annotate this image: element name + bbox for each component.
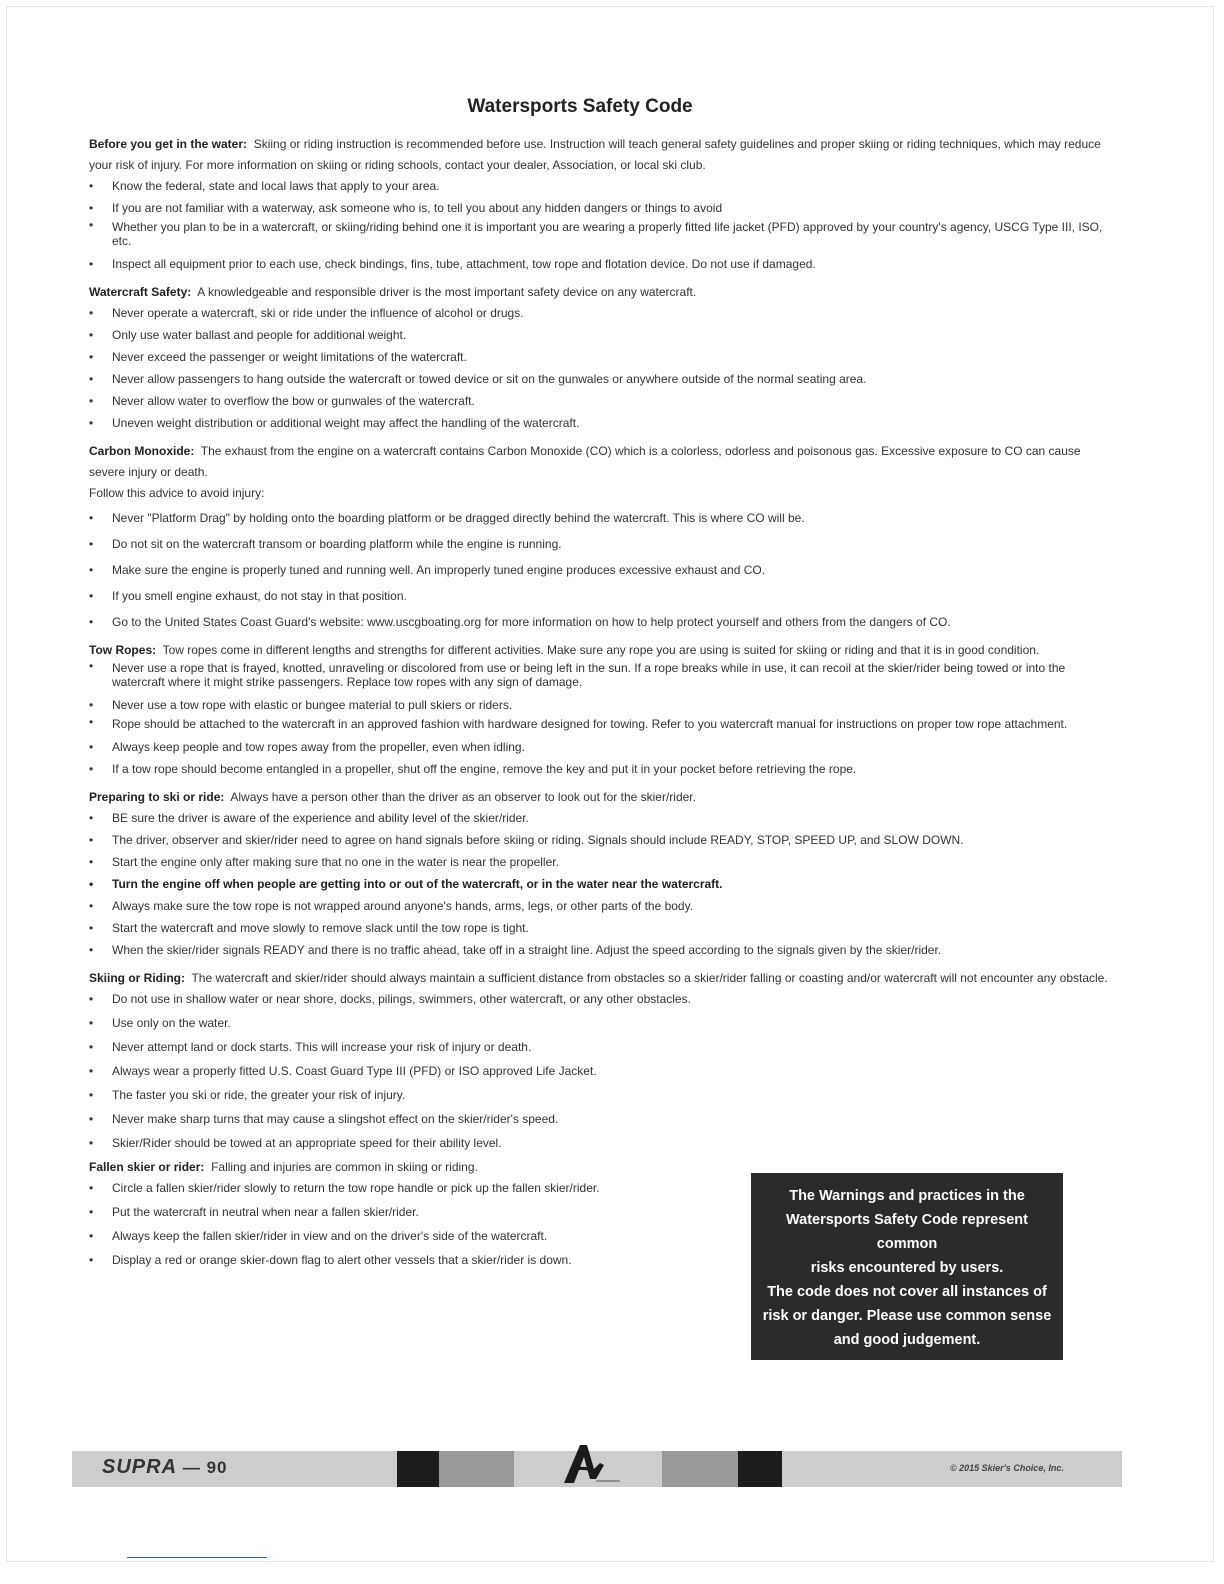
list-item [89, 830, 1109, 850]
list-item-text: Start the watercraft and move slowly to remove slack until the tow rope is tight. [112, 921, 529, 935]
section-intro-2: Follow this advice to avoid injury: [89, 486, 265, 500]
document-body [89, 134, 1109, 1278]
list-item [89, 1178, 752, 1198]
notice-line: risks encountered by users. [810, 1260, 1004, 1276]
section-heading: Fallen skier or rider: [89, 1160, 205, 1174]
bullet-icon: • [89, 563, 94, 577]
section-intro-text: Always have a person other than the driver as an observer to look out for the skier/rider. [230, 790, 696, 804]
list-item-text: Turn the engine off when people are getting into or out of the watercraft, or in the water near the watercraft. [112, 877, 723, 891]
list-item [89, 695, 1109, 715]
bullet-icon: • [89, 1064, 94, 1078]
list-item-text: Never attempt land or dock starts. This will increase your risk of injury or death. [112, 1040, 532, 1054]
list-item-text: Never allow passengers to hang outside the watercraft or towed device or sit on the gunwales or anywhere outside of the normal seating area. [112, 372, 867, 386]
notice-line: The Warnings and practices in the [789, 1188, 1025, 1204]
list-item [89, 303, 1109, 323]
section-heading: Watercraft Safety: [89, 285, 192, 299]
section-carbon-monoxide [89, 441, 1109, 632]
list-item-text: Go to the United States Coast Guard's website: www.uscgboating.org for more information on how to help protect yourself and others from the dangers of CO. [112, 615, 951, 629]
section-intro-text: The watercraft and skier/rider should always maintain a sufficient distance from obstacles so a skier/rider falling or coasting and/or watercraft will not encounter any obstacle. [191, 971, 1108, 985]
bullet-icon: • [89, 1112, 94, 1126]
bullet-icon: • [89, 1205, 94, 1219]
list-item [89, 717, 1109, 731]
bullet-list [89, 508, 1109, 632]
list-item-text: Always keep the fallen skier/rider in view and on the driver's side of the watercraft. [112, 1229, 548, 1243]
list-item [89, 1202, 752, 1222]
list-item [89, 896, 1109, 916]
list-item-text: Never use a tow rope with elastic or bungee material to pull skiers or riders. [112, 698, 513, 712]
list-item-text: Skier/Rider should be towed at an appropriate speed for their ability level. [112, 1136, 502, 1150]
list-item [89, 1013, 752, 1033]
bullet-icon: • [89, 740, 94, 754]
list-item [89, 759, 1109, 779]
section-before-water [89, 134, 1109, 274]
list-item-text: Rope should be attached to the watercraft in an approved fashion with hardware designed for towing. Refer to you watercraft manual for instructions on proper tow rope attachment. [112, 717, 1068, 731]
list-item-text: The faster you ski or ride, the greater your risk of injury. [112, 1088, 406, 1102]
bullet-icon: • [89, 372, 94, 386]
section-intro [89, 441, 1109, 483]
section-intro [89, 968, 1109, 989]
list-item [89, 508, 1109, 528]
list-item [89, 391, 1109, 411]
list-item [89, 1133, 752, 1153]
list-item-text: Whether you plan to be in a watercraft, or skiing/riding behind one it is important you are wearing a properly fitted life jacket (PFD) approved by your country's agency, USCG Type III, ISO, etc. [112, 220, 1103, 248]
list-item-text: BE sure the driver is aware of the experience and ability level of the skier/rider. [112, 811, 529, 825]
list-item [89, 325, 1109, 345]
section-heading: Carbon Monoxide: [89, 444, 195, 458]
footer-block-grey [439, 1451, 514, 1487]
footer-block-dark [738, 1451, 782, 1487]
section-intro [89, 282, 1109, 303]
list-item-text: Always keep people and tow ropes away from the propeller, even when idling. [112, 740, 525, 754]
list-item-text: If you smell engine exhaust, do not stay in that position. [112, 589, 407, 603]
bullet-icon: • [89, 615, 94, 629]
brand-logo [102, 1456, 227, 1479]
list-item [89, 737, 1109, 757]
list-item-text: Never "Platform Drag" by holding onto the boarding platform or be dragged directly behind the watercraft. This is where CO will be. [112, 511, 805, 525]
bullet-icon: • [89, 833, 94, 847]
bullet-icon: • [89, 1016, 94, 1030]
list-item-text: If you are not familiar with a waterway, ask someone who is, to tell you about any hidden dangers or things to avoid [112, 201, 723, 215]
section-tow-ropes [89, 640, 1109, 779]
section-skiing-riding [89, 968, 1109, 1153]
bullet-icon: • [89, 350, 94, 364]
list-item-text: Display a red or orange skier-down flag to alert other vessels that a skier/rider is down. [112, 1253, 572, 1267]
list-item-text: When the skier/rider signals READY and there is no traffic ahead, take off in a straight line. Adjust the speed according to the signals given by the skier/rider. [112, 943, 942, 957]
brand-name: SUPRA [102, 1456, 177, 1478]
section-heading: Skiing or Riding: [89, 971, 185, 985]
skiers-choice-logo-icon [560, 1439, 620, 1487]
bullet-icon: • [89, 589, 94, 603]
list-item-text: If a tow rope should become entangled in a propeller, shut off the engine, remove the key and put it in your pocket before retrieving the rope. [112, 762, 857, 776]
bullet-list [89, 176, 1109, 274]
list-item-text: Make sure the engine is properly tuned and running well. An improperly tuned engine produces excessive exhaust and CO. [112, 563, 766, 577]
bullet-icon: • [89, 416, 94, 430]
bullet-icon: • [89, 715, 94, 729]
bullet-icon: • [89, 698, 94, 712]
bullet-icon: • [89, 257, 94, 271]
bullet-list [89, 661, 1109, 779]
list-item [89, 940, 1109, 960]
footer-block-grey [662, 1451, 738, 1487]
bullet-icon: • [89, 877, 94, 891]
list-item-text: Do not sit on the watercraft transom or boarding platform while the engine is running. [112, 537, 562, 551]
notice-line: The code does not cover all instances of [767, 1284, 1047, 1300]
list-item [89, 661, 1109, 689]
list-item [89, 874, 1109, 894]
section-watercraft-safety [89, 282, 1109, 433]
bullet-icon: • [89, 218, 94, 232]
list-item [89, 176, 1109, 196]
section-heading: Tow Ropes: [89, 643, 157, 657]
page-title: Watersports Safety Code [467, 96, 693, 117]
copyright-notice: © 2015 Skier's Choice, Inc. [950, 1463, 1064, 1473]
section-intro [89, 640, 1109, 661]
list-item [89, 347, 1109, 367]
list-item-text: Always make sure the tow rope is not wrapped around anyone's hands, arms, legs, or other parts of the body. [112, 899, 694, 913]
bullet-list [89, 808, 1109, 960]
bullet-icon: • [89, 394, 94, 408]
list-item-text: Put the watercraft in neutral when near a fallen skier/rider. [112, 1205, 419, 1219]
section-intro [89, 134, 1109, 176]
list-item [89, 1037, 752, 1057]
bullet-icon: • [89, 811, 94, 825]
bullet-icon: • [89, 1040, 94, 1054]
bullet-icon: • [89, 306, 94, 320]
notice-line: risk or danger. Please use common sense [762, 1308, 1052, 1324]
section-heading: Preparing to ski or ride: [89, 790, 225, 804]
footer-block-dark [397, 1451, 439, 1487]
list-item [89, 852, 1109, 872]
list-item [89, 1085, 752, 1105]
section-heading: Before you get in the water: [89, 137, 248, 151]
list-item-text: Never operate a watercraft, ski or ride under the influence of alcohol or drugs. [112, 306, 524, 320]
list-item-text: Always wear a properly fitted U.S. Coast Guard Type III (PFD) or ISO approved Life Jacket. [112, 1064, 597, 1078]
safety-notice-box [751, 1173, 1063, 1360]
section-intro-text: The exhaust from the engine on a watercraft contains Carbon Monoxide (CO) which is a colorless, odorless and poisonous gas. Excessive exposure to CO can cause severe injury or death. [89, 444, 1081, 479]
section-intro-text: A knowledgeable and responsible driver is the most important safety device on any watercraft. [197, 285, 697, 299]
bullet-icon: • [89, 1253, 94, 1267]
bullet-icon: • [89, 201, 94, 215]
bullet-icon: • [89, 1088, 94, 1102]
footer-bar [72, 1451, 1122, 1487]
list-item-text: Know the federal, state and local laws that apply to your area. [112, 179, 440, 193]
list-item [89, 586, 1109, 606]
bullet-icon: • [89, 511, 94, 525]
section-preparing [89, 787, 1109, 960]
list-item-text: Only use water ballast and people for additional weight. [112, 328, 407, 342]
list-item [89, 1250, 752, 1270]
list-item-text: Circle a fallen skier/rider slowly to return the tow rope handle or pick up the fallen skier/rider. [112, 1181, 600, 1195]
list-item [89, 560, 1109, 580]
list-item [89, 989, 872, 1009]
bullet-icon: • [89, 943, 94, 957]
list-item [89, 369, 1109, 389]
bullet-icon: • [89, 921, 94, 935]
bullet-icon: • [89, 992, 94, 1006]
page-number: — 90 [182, 1458, 228, 1477]
notice-line: and good judgement. [833, 1332, 981, 1348]
bullet-icon: • [89, 855, 94, 869]
bullet-icon: • [89, 659, 94, 673]
list-item-text: Inspect all equipment prior to each use, check bindings, fins, tube, attachment, tow rope and flotation device. Do not use if damaged. [112, 257, 816, 271]
section-intro [89, 787, 1109, 808]
list-item [89, 1061, 752, 1081]
bullet-icon: • [89, 179, 94, 193]
list-item [89, 413, 1109, 433]
section-intro-text: Skiing or riding instruction is recommended before use. Instruction will teach general safety guidelines and proper skiing or riding techniques, which may reduce your risk of injury. For more information on skiing or riding schools, contact your dealer, Association, or local ski club. [89, 137, 1101, 172]
list-item [89, 254, 1109, 274]
list-item-text: Never allow water to overflow the bow or gunwales of the watercraft. [112, 394, 475, 408]
list-item-text: Uneven weight distribution or additional weight may affect the handling of the watercraft. [112, 416, 580, 430]
section-intro-text: Tow ropes come in different lengths and strengths for different activities. Make sure any rope you are using is suited for skiing or riding and that it is in good condition. [162, 643, 1040, 657]
list-item [89, 612, 1109, 632]
list-item-text: The driver, observer and skier/rider need to agree on hand signals before skiing or riding. Signals should include READY, STOP, SPEED UP, and SLOW DOWN. [112, 833, 964, 847]
list-item [89, 220, 1109, 248]
bullet-icon: • [89, 899, 94, 913]
list-item-text: Never exceed the passenger or weight limitations of the watercraft. [112, 350, 467, 364]
list-item [89, 1109, 752, 1129]
list-item [89, 534, 1109, 554]
list-item [89, 1226, 752, 1246]
bullet-list [89, 303, 1109, 433]
list-item-text: Do not use in shallow water or near shore, docks, pilings, swimmers, other watercraft, or any other obstacles. [112, 992, 691, 1006]
bullet-icon: • [89, 537, 94, 551]
decorative-link-underline [127, 1557, 267, 1558]
bullet-icon: • [89, 328, 94, 342]
notice-line: Watersports Safety Code represent common [785, 1212, 1028, 1252]
bullet-icon: • [89, 1136, 94, 1150]
bullet-list [89, 989, 1109, 1153]
list-item [89, 198, 1109, 218]
bullet-icon: • [89, 762, 94, 776]
list-item-text: Start the engine only after making sure that no one in the water is near the propeller. [112, 855, 559, 869]
bullet-icon: • [89, 1229, 94, 1243]
section-intro-text: Falling and injuries are common in skiing or riding. [211, 1160, 478, 1174]
list-item-text: Use only on the water. [112, 1016, 231, 1030]
list-item [89, 808, 1109, 828]
bullet-icon: • [89, 1181, 94, 1195]
list-item-text: Never use a rope that is frayed, knotted, unraveling or discolored from use or being left in the sun. If a rope breaks while in use, it can recoil at the skier/rider being towed or into the watercraft where it might strike passengers. Replace tow ropes with any sign of damage. [112, 661, 1066, 689]
list-item [89, 918, 1109, 938]
list-item-text: Never make sharp turns that may cause a slingshot effect on the skier/rider's speed. [112, 1112, 559, 1126]
